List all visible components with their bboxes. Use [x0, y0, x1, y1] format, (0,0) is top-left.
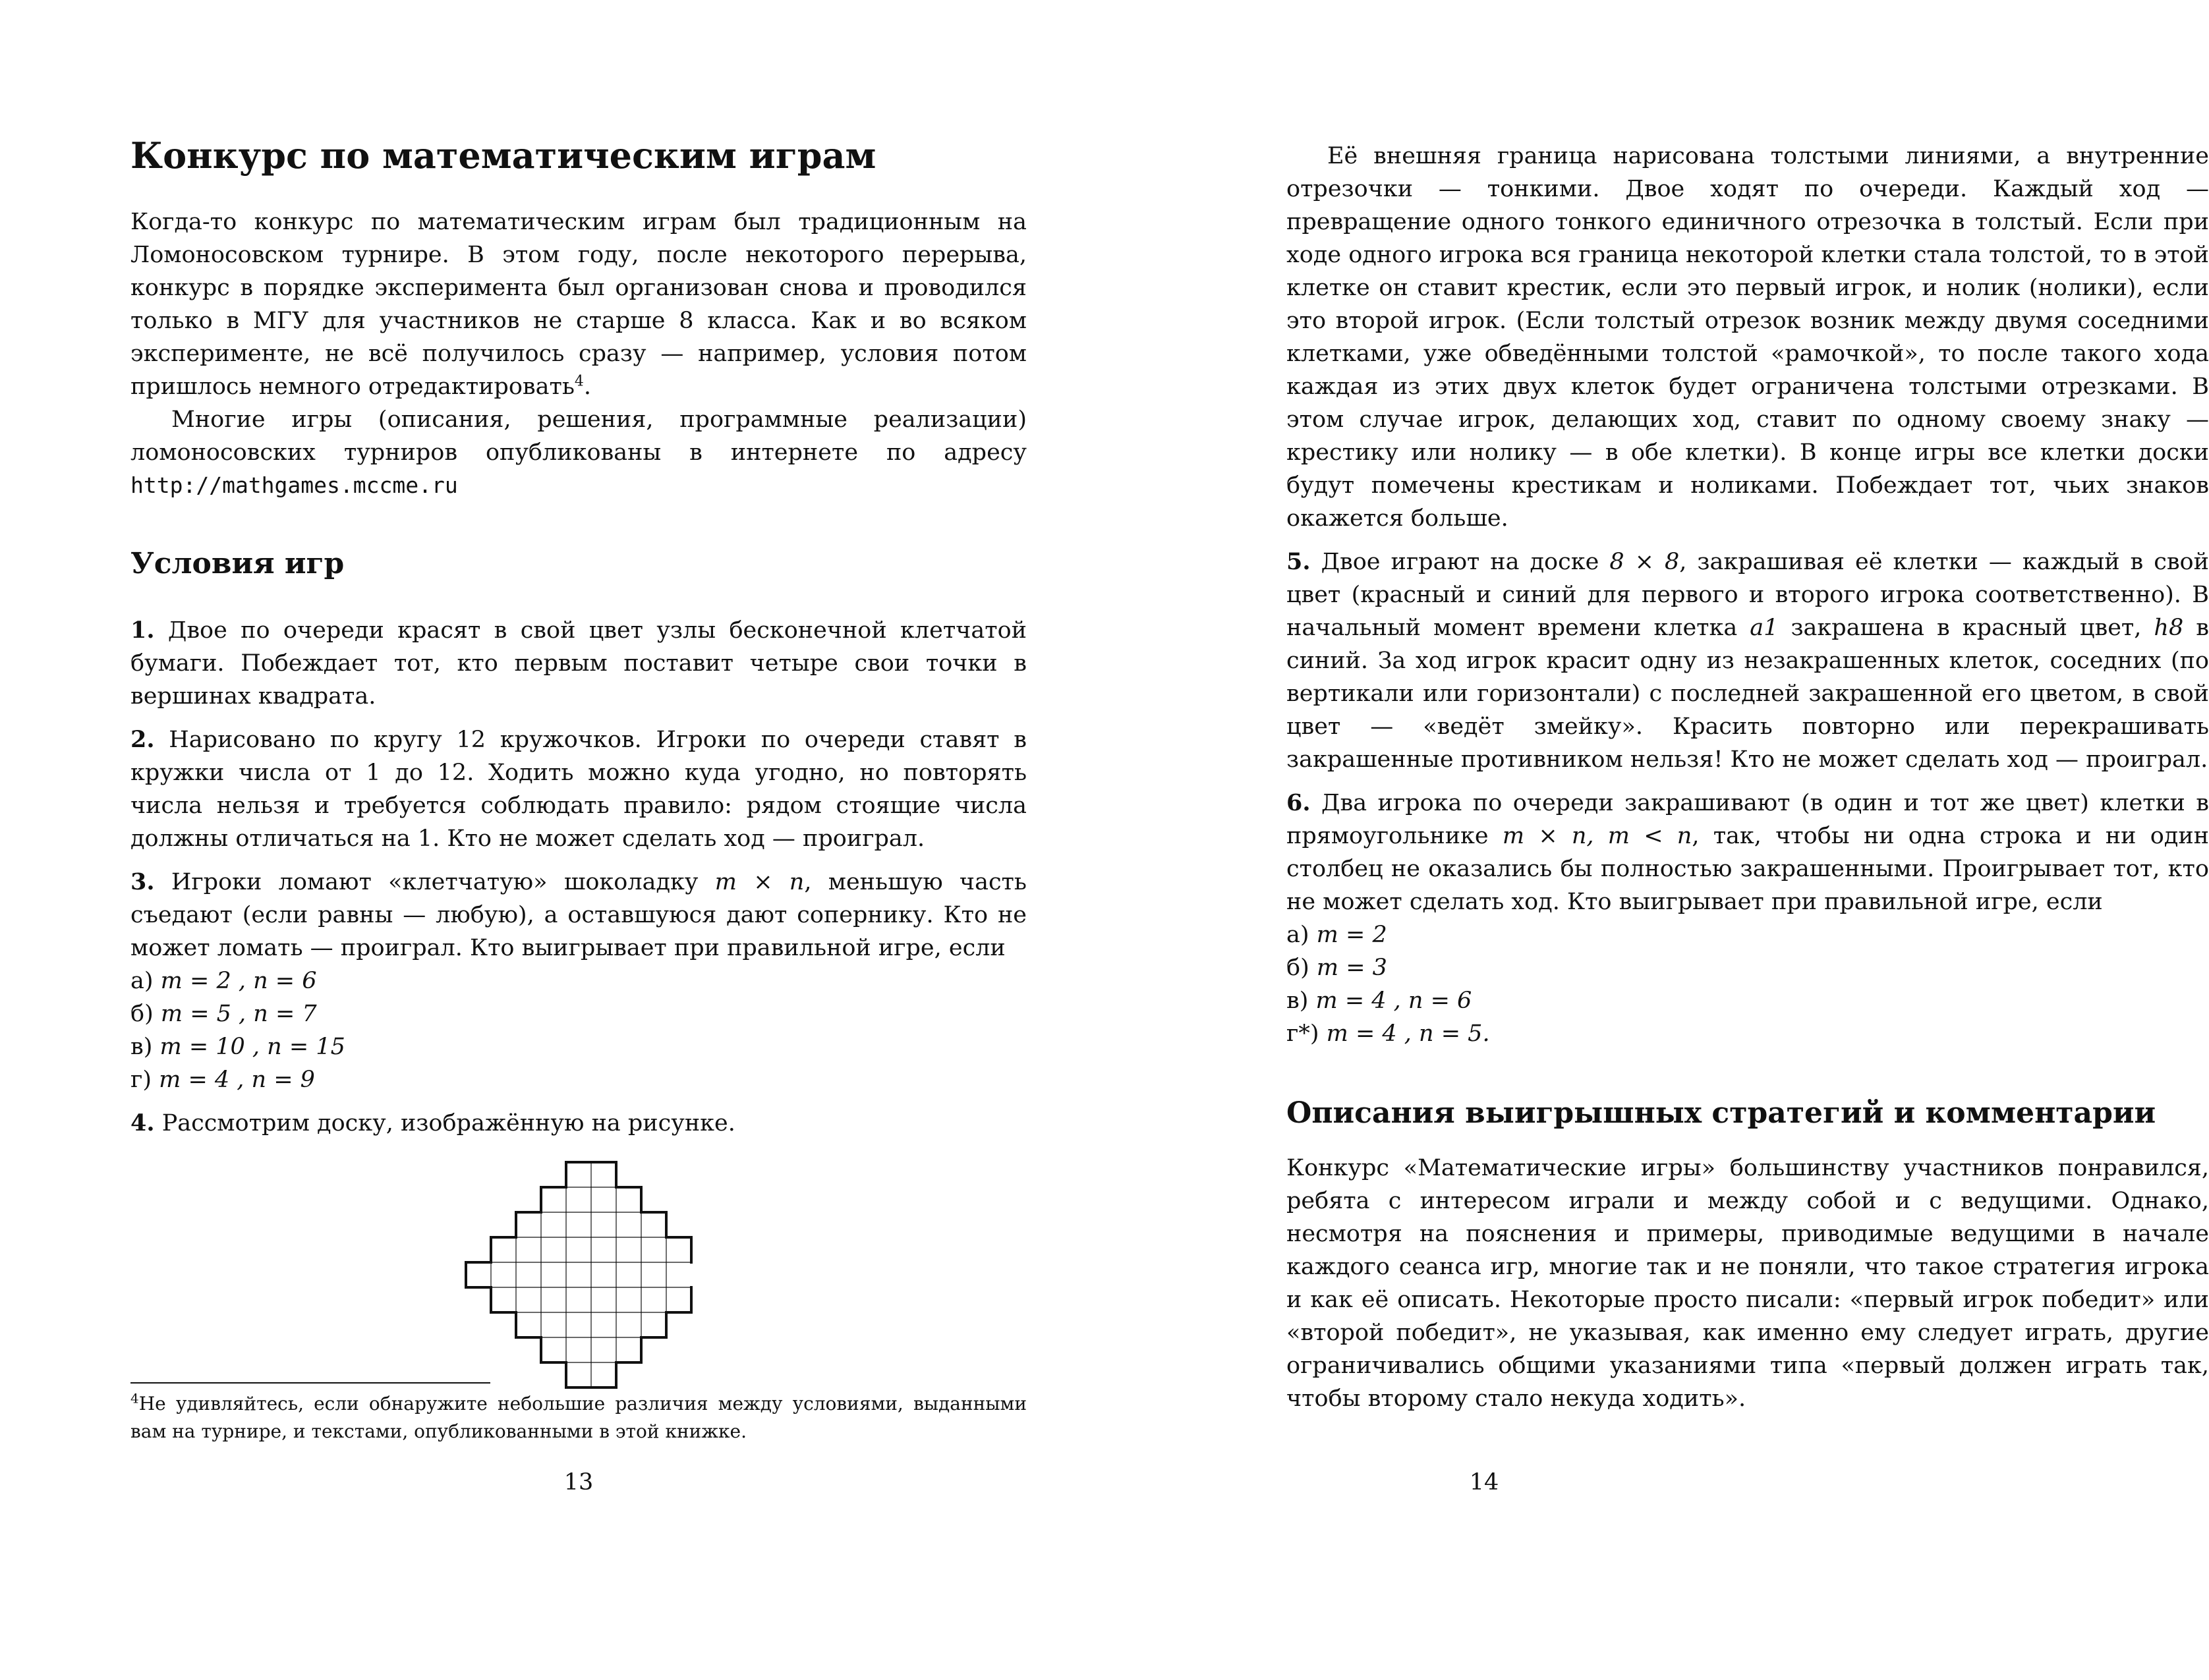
- problem-text: в синий. За ход игрок красит одну из незакрашенных клеток, соседних (по вертикали или горизонтали) с последней закрашенной его цветом, в свой цвет — «ведёт змейку». Красить повторно или перекрашивать закрашенные противником нельзя! Кто не может сделать ход — проиграл.: [1286, 615, 2209, 773]
- footnote-divider: [130, 1382, 490, 1384]
- right-column: [1286, 140, 2209, 1415]
- page-title: Конкурс по математическим играм: [130, 134, 876, 177]
- section-title-conditions: Условия игр: [130, 547, 345, 580]
- problem-number: 1.: [130, 617, 155, 644]
- problem-text: Двое играют на доске: [1321, 549, 1599, 575]
- formula: 8 × 8: [1609, 549, 1680, 575]
- problem-3-options: [130, 965, 1027, 1096]
- formula: m = 3: [1316, 955, 1387, 981]
- formula: m = 2 , n = 6: [160, 968, 317, 994]
- option-label: г): [130, 1067, 152, 1093]
- option-item: [130, 997, 1027, 1030]
- option-item: [1286, 984, 2209, 1017]
- option-label: а): [130, 968, 154, 994]
- option-item: [130, 1030, 1027, 1063]
- option-item: [1286, 1017, 2209, 1050]
- option-label: б): [1286, 955, 1309, 981]
- problem-number: 2.: [130, 726, 155, 753]
- diamond-board-figure: [466, 1162, 691, 1387]
- option-label: г*): [1286, 1021, 1319, 1047]
- problem-4: [130, 1107, 1027, 1140]
- option-label: в): [1286, 988, 1309, 1014]
- problem-text: Игроки ломают «клетчатую» шоколадку: [171, 869, 699, 895]
- problem-number: 5.: [1286, 548, 1311, 575]
- option-item: [1286, 918, 2209, 951]
- formula: m = 5 , n = 7: [160, 1001, 317, 1027]
- formula: m = 4 , n = 5.: [1326, 1021, 1490, 1047]
- problem-text: Два игрока по очереди закрашивают (в один и тот же цвет) клетки в прямоугольнике: [1286, 790, 2209, 849]
- footnote: [130, 1390, 1027, 1445]
- problem-text: , закрашивая её клетки — каждый в свой цвет (красный и синий для первого и второго игрока соответственно). В начальный момент времени клетка: [1286, 549, 2209, 641]
- formula: a1: [1750, 615, 1779, 641]
- option-item: [1286, 951, 2209, 984]
- problem-text: , меньшую часть съедают (если равны — любую), а оставшуюся дают сопернику. Кто не может ломать — проиграл. Кто выигрывает при правильной игре, если: [130, 869, 1027, 961]
- footnote-text: Не удивляйтесь, если обнаружите небольшие различия между условиями, выданными вам на турнире, и текстами, опубликованными в этой книжке.: [130, 1393, 1027, 1442]
- problem-text: , так, чтобы ни одна строка и ни один столбец не оказались бы полностью закрашенными. Проигрывает тот, кто не может сделать ход. Кто выигрывает при правильной игре, если: [1286, 823, 2209, 915]
- problem-1: [130, 614, 1027, 713]
- option-label: в): [130, 1034, 153, 1060]
- formula: m = 10 , n = 15: [159, 1034, 345, 1060]
- problem-3: [130, 866, 1027, 965]
- option-item: [130, 965, 1027, 997]
- board-grid: [466, 1162, 691, 1387]
- footnote-ref[interactable]: 4: [574, 373, 584, 390]
- option-item: [130, 1063, 1027, 1096]
- formula: m × n, m < n: [1502, 823, 1692, 849]
- problem-number: 4.: [130, 1109, 155, 1136]
- intro-text: Когда-то конкурс по математическим играм был традиционным на Ломоносовском турнире. В этом году, после некоторого перерыва, конкурс в порядке эксперимента был организован снова и проводился только в МГУ для участников не старше 8 класса. Как и во всяком эксперименте, не всё получилось сразу — например, условия потом пришлось немного отредактировать: [130, 209, 1027, 400]
- formula: h8: [2154, 615, 2184, 641]
- right-page: [1087, 0, 2209, 1680]
- intro-end: .: [583, 374, 592, 400]
- footnote-mark: 4: [130, 1390, 139, 1407]
- problem-text: Двое по очереди красят в свой цвет узлы бесконечной клетчатой бумаги. Побеждает тот, кто первым поставит четыре свои точки в вершинах квадрата.: [130, 617, 1027, 710]
- intro-paragraph-2: [130, 403, 1027, 502]
- page-number: 14: [1469, 1469, 1499, 1496]
- option-label: б): [130, 1001, 154, 1027]
- problem-6: [1286, 787, 2209, 918]
- problem-6-options: [1286, 918, 2209, 1050]
- left-page: [0, 0, 1087, 1680]
- page-number: 13: [563, 1469, 594, 1496]
- problem-text: Рассмотрим доску, изображённую на рисунке.: [161, 1110, 735, 1136]
- problem-text: Нарисовано по кругу 12 кружочков. Игроки по очереди ставят в кружки числа от 1 до 12. Ходить можно куда угодно, но повторять числа нельзя и требуется соблюдать правило: рядом стоящие числа должны отличаться на 1. Кто не может сделать ход — проиграл.: [130, 727, 1027, 852]
- problem-number: 6.: [1286, 789, 1311, 816]
- comment-paragraph: Конкурс «Математические игры» большинству участников понравился, ребята с интересом играли и между собой и с ведущими. Однако, несмотря на пояснения и примеры, приводимые ведущими в начале каждого сеанса игр, многие так и не поняли, что такое стратегия игрока и как её описать. Некоторые просто писали: «первый игрок победит» или «второй победит», не указывая, как именно ему следует играть, другие ограничивались общими указаниями типа «первый должен играть так, чтобы второму стало некуда ходить».: [1286, 1155, 2209, 1412]
- problem-text: закрашена в красный цвет,: [1791, 615, 2142, 641]
- formula: m × n: [714, 869, 805, 895]
- formula: m = 2: [1316, 922, 1387, 948]
- formula: m = 4 , n = 9: [159, 1067, 315, 1093]
- left-column: [130, 125, 1027, 1387]
- problem-5: [1286, 546, 2209, 776]
- mathgames-link[interactable]: http://mathgames.mccme.ru: [130, 472, 458, 498]
- problem-4-continuation: Её внешняя граница нарисована толстыми линиями, а внутренние отрезочки — тонкими. Двое ходят по очереди. Каждый ход — превращение одного тонкого единичного отрезочка в толстый. Если при ходе одного игрока вся граница некоторой клетки стала толстой, то в этой клетке он ставит крестик, если это первый игрок, и нолик (нолики), если это второй игрок. (Если толстый отрезок возник между двумя соседними клетками, уже обведёнными толстой «рамочкой», то после такого хода каждая из этих двух клеток будет ограничена толстыми отрезками. В этом случае игрок, делающих ход, ставит по одному своему знаку — крестику или нолику — в обе клетки). В конце игры все клетки доски будут помечены крестикам и ноликами. Побеждает тот, чьих знаков окажется больше.: [1286, 143, 2209, 532]
- intro-paragraph: [130, 206, 1027, 403]
- problem-number: 3.: [130, 868, 155, 895]
- section-title-strategies: Описания выигрышных стратегий и комментарии: [1286, 1096, 2156, 1130]
- problem-2: [130, 723, 1027, 855]
- formula: m = 4 , n = 6: [1315, 988, 1472, 1014]
- intro-2-text: Многие игры (описания, решения, программные реализации) ломоносовских турниров опубликованы в интернете по адресу: [130, 406, 1027, 466]
- option-label: а): [1286, 922, 1309, 948]
